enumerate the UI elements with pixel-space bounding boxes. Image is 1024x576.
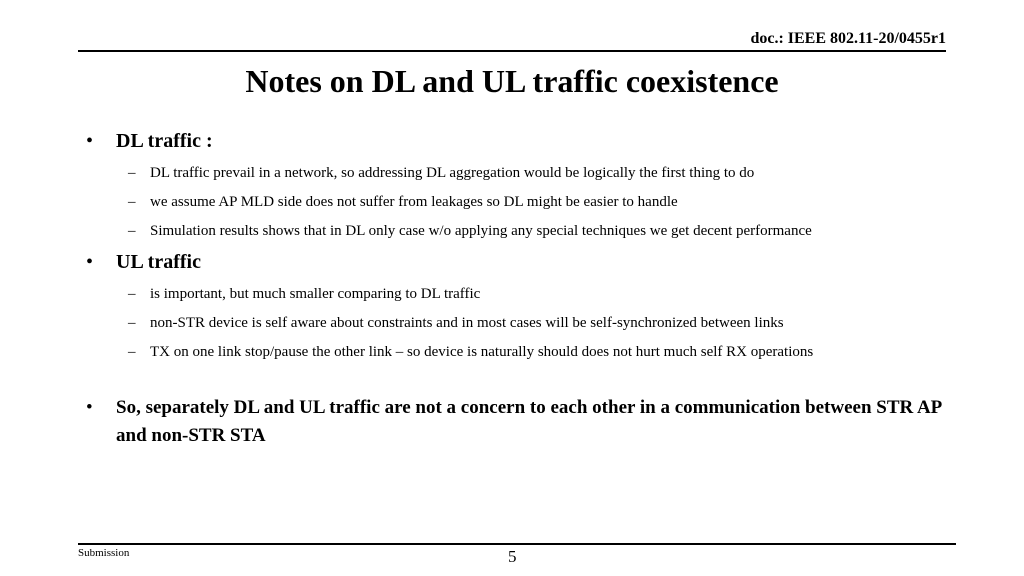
sub-item — [86, 192, 946, 212]
doc-id: doc.: IEEE 802.11-20/0455r1 — [750, 30, 946, 47]
dash: – — [128, 223, 136, 239]
dash: – — [128, 165, 136, 181]
bullet-dl-traffic — [86, 128, 946, 154]
bullet-dot: • — [86, 130, 94, 152]
sub-item — [86, 221, 946, 241]
dash: – — [128, 286, 136, 302]
footer-submission: Submission — [78, 547, 130, 559]
dash: – — [128, 344, 136, 360]
page-number: 5 — [508, 547, 517, 566]
dash: – — [128, 194, 136, 210]
bullet-conclusion — [86, 394, 946, 450]
sub-item-text: DL traffic prevail in a network, so addressing DL aggregation would be logically the first thing to do — [150, 165, 755, 181]
sub-item-text: Simulation results shows that in DL only case w/o applying any special techniques we get decent performance — [150, 223, 812, 239]
bullet-text: So, separately DL and UL traffic are not a concern to each other in a communication between STR AP and non-STR STA — [116, 397, 942, 446]
sub-item — [86, 313, 946, 333]
sub-item-text: TX on one link stop/pause the other link – so device is naturally should does not hurt much self RX operations — [150, 344, 814, 360]
dash: – — [128, 315, 136, 331]
bullet-text: DL traffic : — [116, 130, 213, 152]
sub-item — [86, 284, 946, 304]
bullet-text: UL traffic — [116, 251, 201, 273]
sub-item — [86, 342, 946, 362]
sub-item — [86, 163, 946, 183]
slide-content — [86, 128, 946, 450]
bottom-rule — [78, 543, 956, 545]
bullet-ul-traffic — [86, 249, 946, 275]
sub-item-text: non-STR device is self aware about constraints and in most cases will be self-synchronized between links — [150, 315, 784, 331]
top-rule — [78, 50, 946, 52]
sub-item-text: we assume AP MLD side does not suffer from leakages so DL might be easier to handle — [150, 194, 678, 210]
bullet-dot: • — [86, 251, 94, 273]
bullet-dot: • — [86, 397, 93, 418]
sub-item-text: is important, but much smaller comparing to DL traffic — [150, 286, 481, 302]
slide-title: Notes on DL and UL traffic coexistence — [245, 63, 779, 99]
